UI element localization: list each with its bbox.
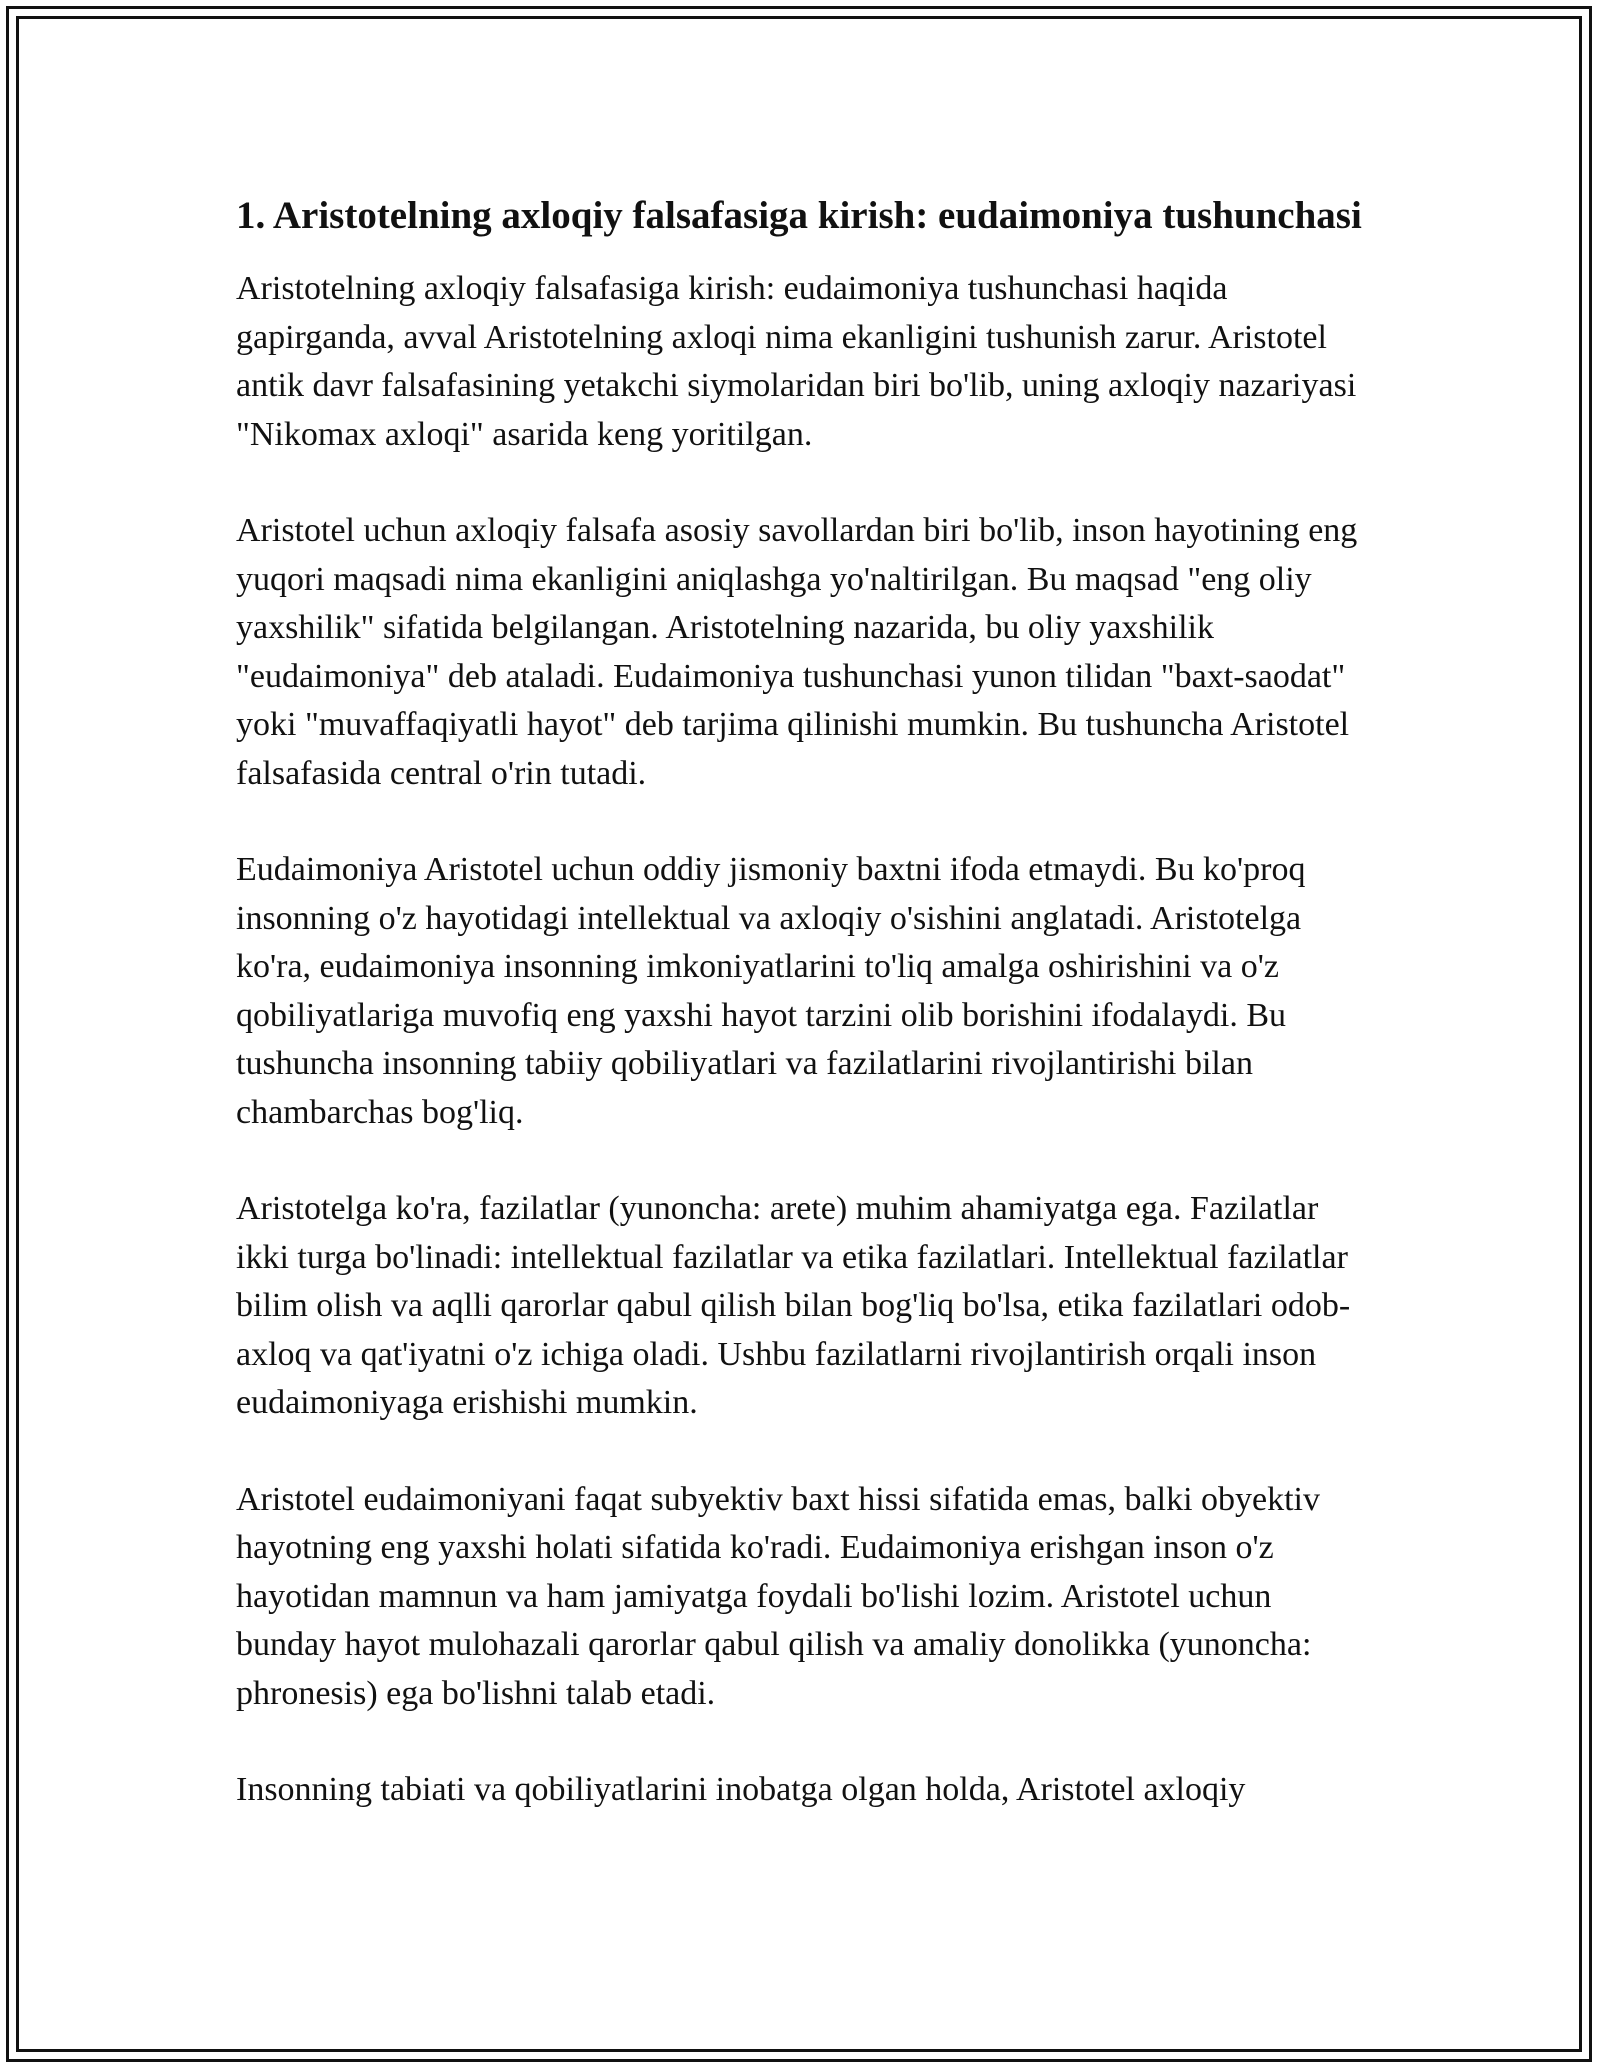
paragraph-5: Aristotel eudaimoniyani faqat subyektiv baxt hissi sifatida emas, balki obyektiv hayotning eng yaxshi holati sifatida ko'radi. Eudaimoniya erishgan inson o'z hayotidan mamnun va ham jamiyatga foydali bo'lishi lozim. Aristotel uchun bunday hayot mulohazali qarorlar qabul qilish va amaliy donolikka (yunoncha: phronesis) ega bo'lishni talab etadi. bbox=[236, 1480, 1320, 1712]
paragraph-6: Insonning tabiati va qobiliyatlarini inobatga olgan holda, Aristotel axloqiy bbox=[236, 1771, 1246, 1808]
section-heading: 1. Aristotelning axloqiy falsafasiga kirish: eudaimoniya tushunchasi bbox=[236, 194, 1362, 237]
paragraph-2: Aristotel uchun axloqiy falsafa asosiy savollardan biri bo'lib, inson hayotining eng yuqori maqsadi nima ekanligini aniqlashga yo'naltirilgan. Bu maqsad "eng oliy yaxshilik" sifatida belgilangan. Aristotelning nazarida, bu oliy yaxshilik "eudaimoniya" deb ataladi. Eudaimoniya tushunchasi yunon tilidan "baxt-saodat" yoki "muvaffaqiyatli hayot" deb tarjima qilinishi mumkin. Bu tushuncha Aristotel falsafasida central o'rin tutadi. bbox=[236, 512, 1358, 792]
paragraph-1: Aristotelning axloqiy falsafasiga kirish: eudaimoniya tushunchasi haqida gapirganda, avval Aristotelning axloqi nima ekanligini tushunish zarur. Aristotel antik davr falsafasining yetakchi siymolaridan biri bo'lib, uning axloqiy nazariyasi "Nikomax axloqi" asarida keng yoritilgan. bbox=[236, 270, 1357, 453]
paragraph-3: Eudaimoniya Aristotel uchun oddiy jismoniy baxtni ifoda etmaydi. Bu ko'proq insonning o'z hayotidagi intellektual va axloqiy o'sishini anglatadi. Aristotelga ko'ra, eudaimoniya insonning imkoniyatlarini to'liq amalga oshirishini va o'z qobiliyatlariga muvofiq eng yaxshi hayot tarzini olib borishini ifodalaydi. Bu tushuncha insonning tabiiy qobiliyatlari va fazilatlarini rivojlantirishi bilan chambarchas bog'liq. bbox=[236, 851, 1306, 1131]
paragraph-4: Aristotelga ko'ra, fazilatlar (yunoncha: arete) muhim ahamiyatga ega. Fazilatlar ikki turga bo'linadi: intellektual fazilatlar va etika fazilatlari. Intellektual fazilatlar bilim olish va aqlli qarorlar qabul qilish bilan bog'liq bo'lsa, etika fazilatlari odob-axloq va qat'iyatni o'z ichiga oladi. Ushbu fazilatlarni rivojlantirish orqali inson eudaimoniyaga erishishi mumkin. bbox=[236, 1190, 1351, 1421]
document-body bbox=[236, 188, 1366, 1863]
